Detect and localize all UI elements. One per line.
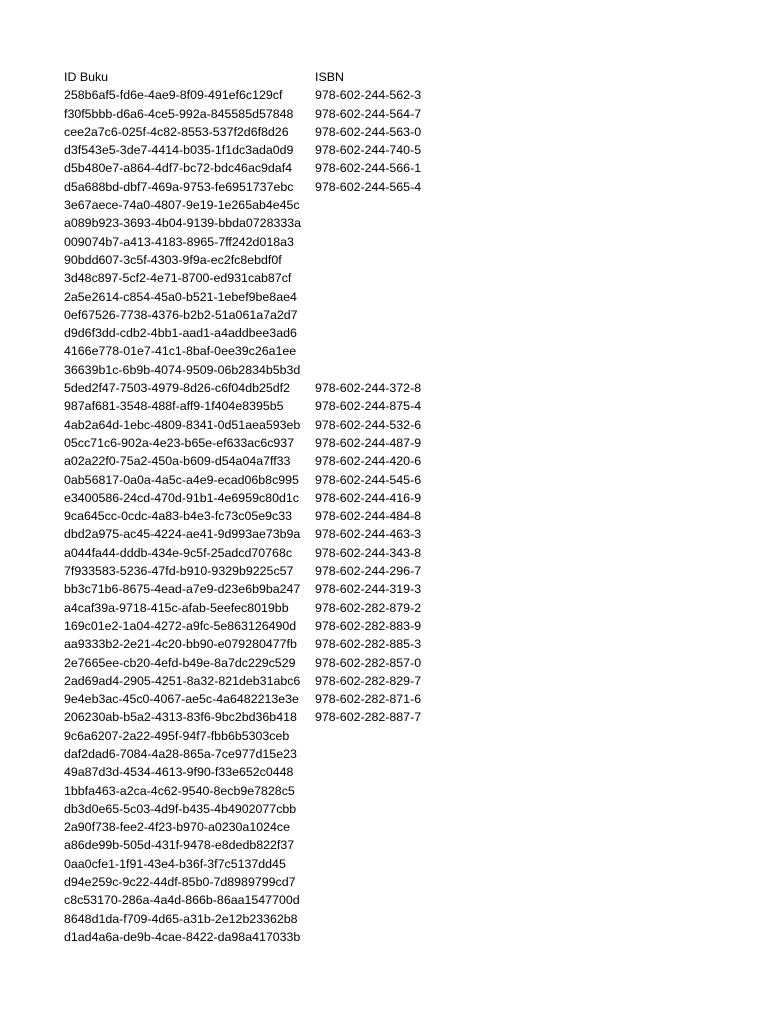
cell-id-buku: 9ca645cc-0cdc-4a83-b4e3-fc73c05e9c33	[64, 509, 293, 524]
cell-isbn	[315, 873, 440, 891]
cell-isbn	[315, 910, 440, 928]
table-row	[64, 123, 444, 141]
cell-id-buku: 2e7665ee-cb20-4efd-b49e-8a7dc229c529	[64, 655, 296, 670]
cell-isbn: 978-602-244-740-5	[315, 143, 422, 158]
cell-isbn	[315, 233, 440, 251]
header-isbn: ISBN	[315, 70, 344, 84]
cell-id-buku: 0aa0cfe1-1f91-43e4-b36f-3f7c5137dd45	[64, 856, 286, 871]
table-row	[64, 251, 444, 269]
table-row	[64, 891, 444, 909]
table-row	[64, 672, 444, 690]
cell-id-buku: 009074b7-a413-4183-8965-7ff242d018a3	[64, 234, 294, 249]
cell-id-buku: 4ab2a64d-1ebc-4809-8341-0d51aea593eb	[64, 417, 301, 432]
table-row	[64, 306, 444, 324]
cell-isbn	[315, 763, 440, 781]
table-row	[64, 617, 444, 635]
cell-isbn: 978-602-282-871-6	[315, 692, 422, 707]
cell-id-buku: 3e67aece-74a0-4807-9e19-1e265ab4e45c	[64, 198, 300, 213]
cell-id-buku: 3d48c897-5cf2-4e71-8700-ed931cab87cf	[64, 271, 292, 286]
cell-isbn: 978-602-244-372-8	[315, 381, 422, 396]
table-row	[64, 507, 444, 525]
cell-id-buku: c8c53170-286a-4a4d-866b-86aa1547700d	[64, 893, 300, 908]
table-row	[64, 836, 444, 854]
table-row	[64, 818, 444, 836]
header-id-buku: ID Buku	[64, 70, 109, 84]
cell-id-buku: 7f933583-5236-47fd-b910-9329b9225c57	[64, 564, 294, 579]
cell-id-buku: d1ad4a6a-de9b-4cae-8422-da98a417033b	[64, 929, 301, 944]
cell-isbn	[315, 836, 440, 854]
cell-isbn	[315, 928, 440, 946]
cell-id-buku: 169c01e2-1a04-4272-a9fc-5e863126490d	[64, 618, 297, 633]
cell-isbn: 978-602-244-875-4	[315, 399, 422, 414]
cell-isbn: 978-602-244-420-6	[315, 454, 422, 469]
table-row	[64, 599, 444, 617]
table-row	[64, 434, 444, 452]
cell-isbn	[315, 214, 440, 232]
table-row	[64, 416, 444, 434]
table-row	[64, 361, 444, 379]
cell-id-buku: bb3c71b6-8675-4ead-a7e9-d23e6b9ba247	[64, 582, 301, 597]
cell-id-buku: 90bdd607-3c5f-4303-9f9a-ec2fc8ebdf0f	[64, 252, 282, 267]
book-table	[64, 68, 444, 946]
table-row	[64, 178, 444, 196]
table-row	[64, 489, 444, 507]
cell-id-buku: 206230ab-b5a2-4313-83f6-9bc2bd36b418	[64, 710, 297, 725]
cell-id-buku: 1bbfa463-a2ca-4c62-9540-8ecb9e7828c5	[64, 783, 295, 798]
table-row	[64, 397, 444, 415]
cell-id-buku: 9e4eb3ac-45c0-4067-ae5c-4a6482213e3e	[64, 692, 299, 707]
cell-id-buku: 05cc71c6-902a-4e23-b65e-ef633ac6c937	[64, 435, 295, 450]
cell-id-buku: 5ded2f47-7503-4979-8d26-c6f04db25df2	[64, 381, 290, 396]
table-row	[64, 580, 444, 598]
table-row	[64, 727, 444, 745]
cell-id-buku: a86de99b-505d-431f-9478-e8dedb822f37	[64, 838, 295, 853]
table-row	[64, 873, 444, 891]
cell-isbn	[315, 727, 440, 745]
cell-id-buku: e3400586-24cd-470d-91b1-4e6959c80d1c	[64, 490, 299, 505]
cell-id-buku: daf2dad6-7084-4a28-865a-7ce977d15e23	[64, 746, 297, 761]
cell-id-buku: a089b923-3693-4b04-9139-bbda0728333a	[64, 216, 302, 231]
cell-id-buku: d5a688bd-dbf7-469a-9753-fe6951737ebc	[64, 179, 294, 194]
cell-id-buku: a02a22f0-75a2-450a-b609-d54a04a7ff33	[64, 454, 291, 469]
cell-isbn: 978-602-244-343-8	[315, 545, 422, 560]
cell-isbn	[315, 800, 440, 818]
cell-isbn	[315, 818, 440, 836]
table-row	[64, 214, 444, 232]
cell-id-buku: 2ad69ad4-2905-4251-8a32-821deb31abc6	[64, 673, 301, 688]
cell-id-buku: 9c6a6207-2a22-495f-94f7-fbb6b5303ceb	[64, 728, 290, 743]
table-row	[64, 800, 444, 818]
cell-isbn: 978-602-244-532-6	[315, 417, 422, 432]
table-row	[64, 635, 444, 653]
cell-isbn	[315, 745, 440, 763]
cell-id-buku: cee2a7c6-025f-4c82-8553-537f2d6f8d26	[64, 124, 289, 139]
cell-isbn: 978-602-244-296-7	[315, 564, 422, 579]
table-row	[64, 288, 444, 306]
table-row	[64, 471, 444, 489]
table-row	[64, 233, 444, 251]
table-row	[64, 763, 444, 781]
cell-isbn	[315, 269, 440, 287]
table-body	[64, 86, 444, 946]
cell-isbn: 978-602-282-829-7	[315, 673, 422, 688]
cell-isbn: 978-602-244-566-1	[315, 161, 422, 176]
table-row	[64, 379, 444, 397]
table-row	[64, 544, 444, 562]
cell-isbn: 978-602-244-564-7	[315, 106, 422, 121]
table-row	[64, 86, 444, 104]
table-row	[64, 324, 444, 342]
cell-id-buku: d9d6f3dd-cdb2-4bb1-aad1-a4addbee3ad6	[64, 326, 297, 341]
table-row	[64, 910, 444, 928]
cell-isbn	[315, 361, 440, 379]
cell-id-buku: aa9333b2-2e21-4c20-bb90-e079280477fb	[64, 637, 297, 652]
cell-isbn: 978-602-244-565-4	[315, 179, 422, 194]
table-row	[64, 654, 444, 672]
cell-isbn: 978-602-244-562-3	[315, 88, 422, 103]
table-row	[64, 525, 444, 543]
cell-id-buku: 49a87d3d-4534-4613-9f90-f33e652c0448	[64, 765, 294, 780]
table-row	[64, 141, 444, 159]
cell-id-buku: 0ab56817-0a0a-4a5c-a4e9-ecad06b8c995	[64, 472, 299, 487]
table-row	[64, 452, 444, 470]
cell-isbn: 978-602-244-487-9	[315, 435, 422, 450]
cell-id-buku: 36639b1c-6b9b-4074-9509-06b2834b5b3d	[64, 362, 301, 377]
table-row	[64, 269, 444, 287]
cell-id-buku: 4166e778-01e7-41c1-8baf-0ee39c26a1ee	[64, 344, 297, 359]
cell-id-buku: d3f543e5-3de7-4414-b035-1f1dc3ada0d9	[64, 143, 294, 158]
cell-id-buku: 987af681-3548-488f-aff9-1f404e8395b5	[64, 399, 284, 414]
cell-id-buku: 0ef67526-7738-4376-b2b2-51a061a7a2d7	[64, 307, 298, 322]
cell-id-buku: d5b480e7-a864-4df7-bc72-bdc46ac9daf4	[64, 161, 293, 176]
cell-isbn	[315, 196, 440, 214]
cell-id-buku: dbd2a975-ac45-4224-ae41-9d993ae73b9a	[64, 527, 301, 542]
cell-isbn	[315, 342, 440, 360]
cell-id-buku: 2a5e2614-c854-45a0-b521-1ebef9be8ae4	[64, 289, 297, 304]
cell-isbn	[315, 251, 440, 269]
cell-isbn	[315, 288, 440, 306]
cell-id-buku: 258b6af5-fd6e-4ae9-8f09-491ef6c129cf	[64, 88, 283, 103]
cell-isbn	[315, 782, 440, 800]
cell-isbn: 978-602-244-484-8	[315, 509, 422, 524]
table-row	[64, 782, 444, 800]
cell-isbn: 978-602-244-416-9	[315, 490, 422, 505]
table-header-row	[64, 68, 444, 86]
cell-isbn	[315, 855, 440, 873]
table-row	[64, 342, 444, 360]
cell-isbn: 978-602-244-563-0	[315, 124, 422, 139]
table-row	[64, 196, 444, 214]
cell-id-buku: 8648d1da-f709-4d65-a31b-2e12b23362b8	[64, 911, 298, 926]
cell-id-buku: d94e259c-9c22-44df-85b0-7d8989799cd7	[64, 875, 296, 890]
table-row	[64, 928, 444, 946]
table-row	[64, 745, 444, 763]
table-row	[64, 690, 444, 708]
cell-isbn: 978-602-282-879-2	[315, 600, 422, 615]
cell-isbn: 978-602-244-545-6	[315, 472, 422, 487]
cell-isbn: 978-602-282-883-9	[315, 618, 422, 633]
cell-isbn: 978-602-282-857-0	[315, 655, 422, 670]
table-row	[64, 159, 444, 177]
cell-id-buku: a4caf39a-9718-415c-afab-5eefec8019bb	[64, 600, 289, 615]
cell-id-buku: 2a90f738-fee2-4f23-b970-a0230a1024ce	[64, 820, 290, 835]
cell-id-buku: db3d0e65-5c03-4d9f-b435-4b4902077cbb	[64, 801, 297, 816]
cell-isbn	[315, 306, 440, 324]
table-row	[64, 855, 444, 873]
cell-isbn: 978-602-244-319-3	[315, 582, 422, 597]
cell-isbn: 978-602-282-885-3	[315, 637, 422, 652]
cell-isbn	[315, 324, 440, 342]
cell-isbn: 978-602-244-463-3	[315, 527, 422, 542]
cell-id-buku: f30f5bbb-d6a6-4ce5-992a-845585d57848	[64, 106, 294, 121]
table-row	[64, 105, 444, 123]
cell-isbn	[315, 891, 440, 909]
table-row	[64, 708, 444, 726]
cell-isbn: 978-602-282-887-7	[315, 710, 422, 725]
cell-id-buku: a044fa44-dddb-434e-9c5f-25adcd70768c	[64, 545, 293, 560]
table-row	[64, 562, 444, 580]
